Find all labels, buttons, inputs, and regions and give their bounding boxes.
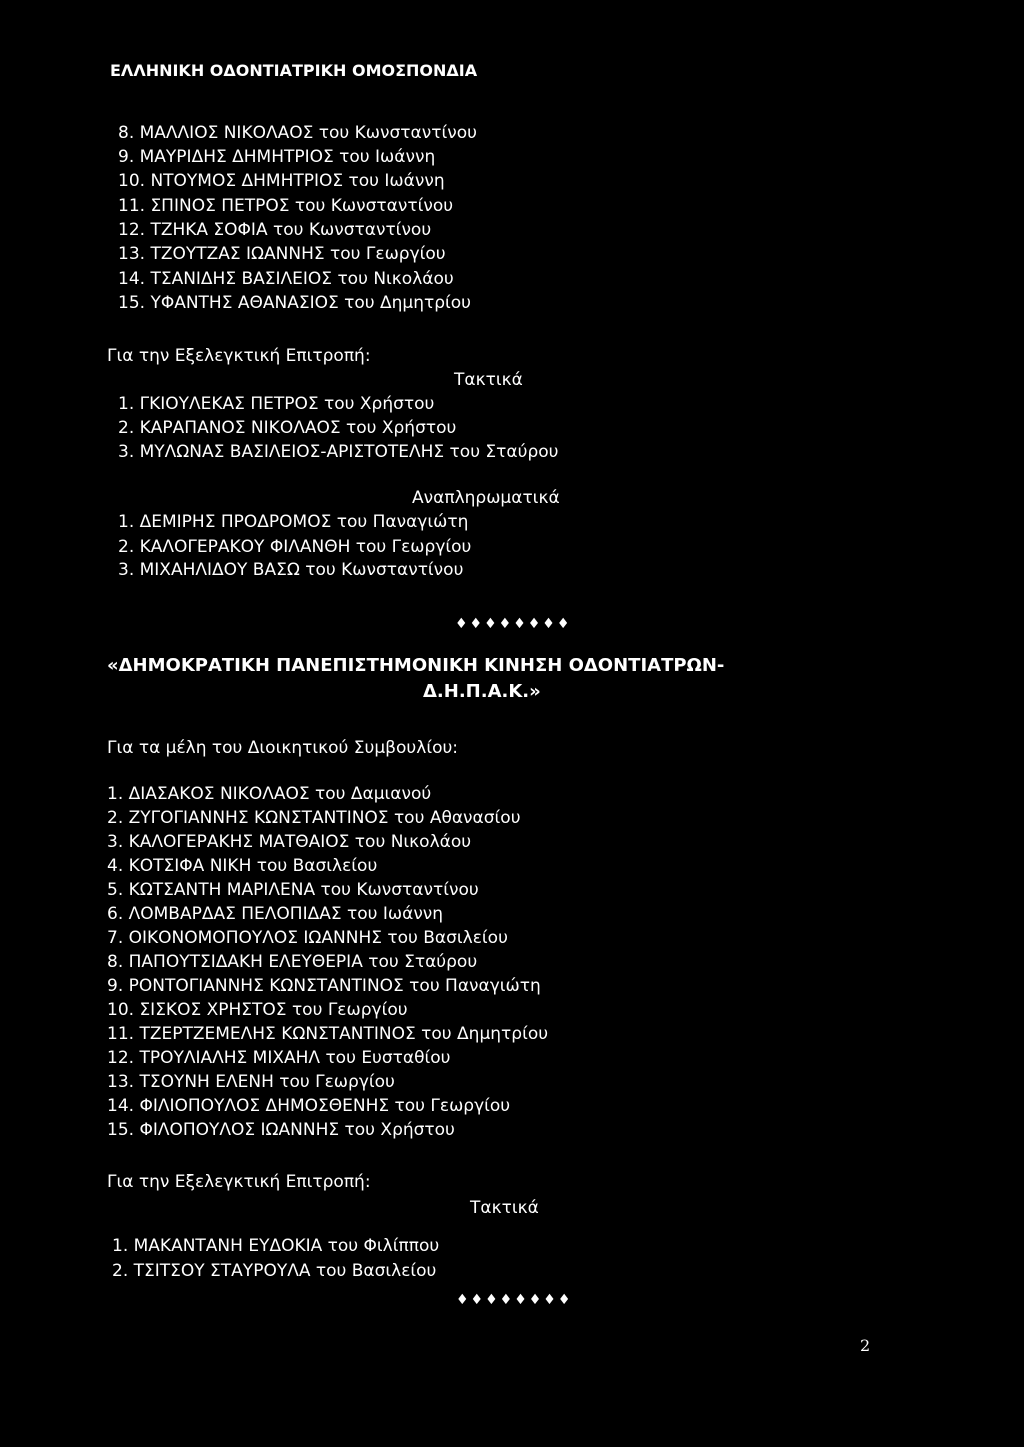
list-item: 1. ΓΚΙΟΥΛΕΚΑΣ ΠΕΤΡΟΣ του Χρήστου bbox=[118, 394, 435, 414]
list-item: 11. ΤΖΕΡΤΖΕΜΕΛΗΣ ΚΩΝΣΤΑΝΤΙΝΟΣ του Δημητρίου bbox=[107, 1024, 549, 1044]
list-item: 2. ΤΣΙΤΣΟΥ ΣΤΑΥΡΟΥΛΑ του Βασιλείου bbox=[112, 1261, 437, 1281]
list-item: 6. ΛΟΜΒΑΡΔΑΣ ΠΕΛΟΠΙΔΑΣ του Ιωάννη bbox=[107, 904, 444, 924]
list-item: 15. ΦΙΛΟΠΟΥΛΟΣ ΙΩΑΝΝΗΣ του Χρήστου bbox=[107, 1120, 455, 1140]
list-item: 8. ΜΑΛΛΙΟΣ ΝΙΚΟΛΑΟΣ του Κωνσταντίνου bbox=[118, 123, 477, 143]
list-item: 1. ΔΙΑΣΑΚΟΣ ΝΙΚΟΛΑΟΣ του Δαμιανού bbox=[107, 784, 432, 804]
list-item: 3. ΚΑΛΟΓΕΡΑΚΗΣ ΜΑΤΘΑΙΟΣ του Νικολάου bbox=[107, 832, 472, 852]
list-item: 3. ΜΙΧΑΗΛΙΔΟΥ ΒΑΣΩ του Κωνσταντίνου bbox=[118, 560, 464, 580]
list-item: 1. ΜΑΚΑΝΤΑΝΗ ΕΥΔΟΚΙΑ του Φιλίππου bbox=[112, 1236, 440, 1256]
list-item: 11. ΣΠΙΝΟΣ ΠΕΤΡΟΣ του Κωνσταντίνου bbox=[118, 196, 454, 216]
audit-heading: Για την Εξελεγκτική Επιτροπή: bbox=[107, 1172, 371, 1192]
document-header: ΕΛΛΗΝΙΚΗ ΟΔΟΝΤΙΑΤΡΙΚΗ ΟΜΟΣΠΟΝΔΙΑ bbox=[110, 61, 478, 80]
list-item: 13. ΤΣΟΥΝΗ ΕΛΕΝΗ του Γεωργίου bbox=[107, 1072, 395, 1092]
list-item: 14. ΤΣΑΝΙΔΗΣ ΒΑΣΙΛΕΙΟΣ του Νικολάου bbox=[118, 269, 454, 289]
board-heading: Για τα μέλη του Διοικητικού Συμβουλίου: bbox=[107, 738, 459, 758]
list-item: 2. ΚΑΡΑΠΑΝΟΣ ΝΙΚΟΛΑΟΣ του Χρήστου bbox=[118, 418, 457, 438]
separator: ♦♦♦♦♦♦♦♦ bbox=[455, 616, 572, 632]
list-item: 9. ΜΑΥΡΙΔΗΣ ΔΗΜΗΤΡΙΟΣ του Ιωάννη bbox=[118, 147, 436, 167]
list-item: 5. ΚΩΤΣΑΝΤΗ ΜΑΡΙΛΕΝΑ του Κωνσταντίνου bbox=[107, 880, 479, 900]
party-title-abbrev: Δ.Η.Π.Α.Κ.» bbox=[423, 681, 541, 702]
list-item: 2. ΖΥΓΟΓΙΑΝΝΗΣ ΚΩΝΣΤΑΝΤΙΝΟΣ του Αθανασίου bbox=[107, 808, 521, 828]
list-item: 7. ΟΙΚΟΝΟΜΟΠΟΥΛΟΣ ΙΩΑΝΝΗΣ του Βασιλείου bbox=[107, 928, 508, 948]
list-item: 14. ΦΙΛΙΟΠΟΥΛΟΣ ΔΗΜΟΣΘΕΝΗΣ του Γεωργίου bbox=[107, 1096, 511, 1116]
list-item: 10. ΣΙΣΚΟΣ ΧΡΗΣΤΟΣ του Γεωργίου bbox=[107, 1000, 408, 1020]
separator: ♦♦♦♦♦♦♦♦ bbox=[456, 1292, 573, 1308]
list-item: 3. ΜΥΛΩΝΑΣ ΒΑΣΙΛΕΙΟΣ-ΑΡΙΣΤΟΤΕΛΗΣ του Σταύρου bbox=[118, 442, 559, 462]
list-item: 8. ΠΑΠΟΥΤΣΙΔΑΚΗ ΕΛΕΥΘΕΡΙΑ του Σταύρου bbox=[107, 952, 478, 972]
list-item: 2. ΚΑΛΟΓΕΡΑΚΟΥ ΦΙΛΑΝΘΗ του Γεωργίου bbox=[118, 537, 472, 557]
regular-label: Τακτικά bbox=[470, 1198, 539, 1218]
regular-label: Τακτικά bbox=[454, 370, 523, 390]
audit-heading: Για την Εξελεγκτική Επιτροπή: bbox=[107, 346, 371, 366]
page-number: 2 bbox=[860, 1336, 871, 1355]
list-item: 15. ΥΦΑΝΤΗΣ ΑΘΑΝΑΣΙΟΣ του Δημητρίου bbox=[118, 293, 472, 313]
party-title: «ΔΗΜΟΚΡΑΤΙΚΗ ΠΑΝΕΠΙΣΤΗΜΟΝΙΚΗ ΚΙΝΗΣΗ ΟΔΟΝΤΙΑΤΡΩΝ- bbox=[107, 655, 725, 676]
list-item: 4. ΚΟΤΣΙΦΑ ΝΙΚΗ του Βασιλείου bbox=[107, 856, 378, 876]
list-item: 13. ΤΖΟΥΤΖΑΣ ΙΩΑΝΝΗΣ του Γεωργίου bbox=[118, 244, 446, 264]
list-item: 12. ΤΖΗΚΑ ΣΟΦΙΑ του Κωνσταντίνου bbox=[118, 220, 432, 240]
substitute-label: Αναπληρωματικά bbox=[412, 488, 560, 508]
list-item: 9. ΡΟΝΤΟΓΙΑΝΝΗΣ ΚΩΝΣΤΑΝΤΙΝΟΣ του Παναγιώτη bbox=[107, 976, 541, 996]
list-item: 12. ΤΡΟΥΛΙΑΛΗΣ ΜΙΧΑΗΛ του Ευσταθίου bbox=[107, 1048, 451, 1068]
list-item: 1. ΔΕΜΙΡΗΣ ΠΡΟΔΡΟΜΟΣ του Παναγιώτη bbox=[118, 512, 469, 532]
list-item: 10. ΝΤΟΥΜΟΣ ΔΗΜΗΤΡΙΟΣ του Ιωάννη bbox=[118, 171, 445, 191]
